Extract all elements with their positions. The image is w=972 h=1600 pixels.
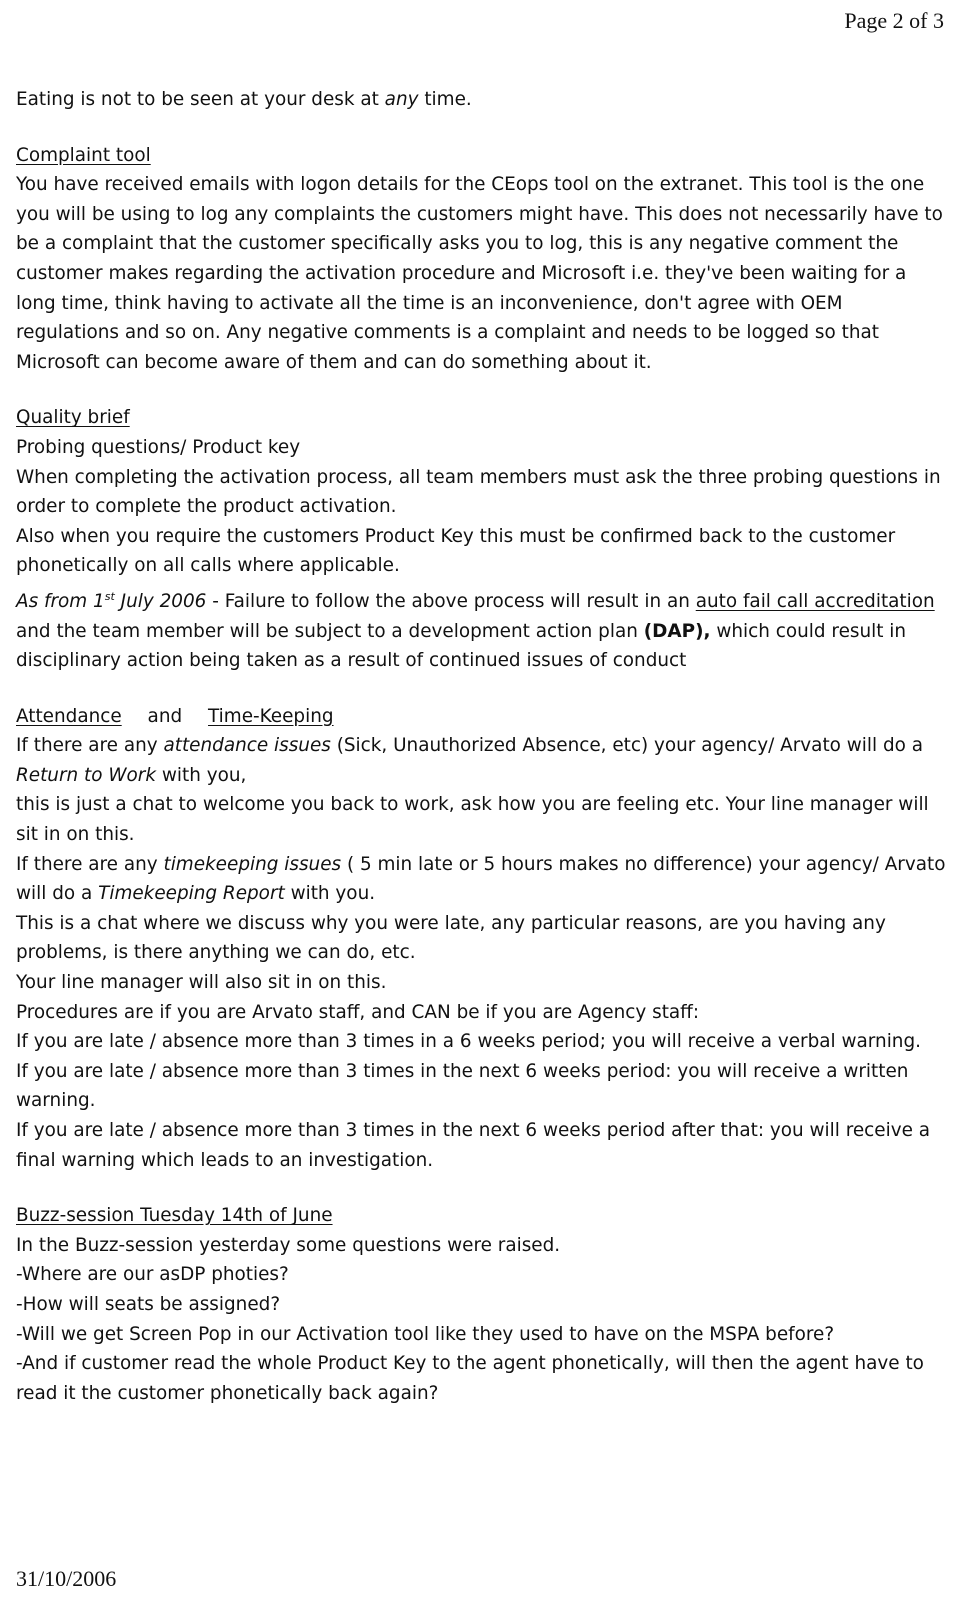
- verbal-warning-rule: If you are late / absence more than 3 times in a 6 weeks period; you will receive a verbal warning.: [16, 1031, 921, 1053]
- timekeeping-chat: This is a chat where we discuss why you were late, any particular reasons, are you having any problems, is there anything we can do, etc.: [16, 912, 886, 964]
- complaint-heading: Complaint tool: [16, 144, 151, 166]
- line-manager-note: Your line manager will also sit in on this.: [16, 972, 387, 994]
- quality-paragraph-2: Also when you require the customers Product Key this must be confirmed back to the customer phonetically on all calls where applicable.: [16, 525, 896, 577]
- written-warning-rule: If you are late / absence more than 3 times in the next 6 weeks period: you will receive a written warning.: [16, 1060, 909, 1112]
- attendance-heading: Attendance and Time-Keeping: [16, 705, 334, 727]
- auto-fail-link: auto fail call accreditation: [695, 590, 935, 612]
- buzz-heading: Buzz-session Tuesday 14th of June: [16, 1205, 333, 1227]
- complaint-body: You have received emails with logon details for the CEops tool on the extranet. This tool is the one you will be using to log any complaints the customers might have. This does not necessarily have to be a complaint that the customer specifically asks you to log, this is any negative comment the customer makes regarding the activation procedure and Microsoft i.e. they've been waiting for a long time, think having to activate all the time is an inconvenience, don't agree with OEM regulations and so on. Any negative comments is a complaint and needs to be logged so that Microsoft can become aware of them and can do something about it.: [16, 174, 943, 373]
- eating-rule: Eating is not to be seen at your desk at any time.: [16, 89, 472, 110]
- page-number: Page 2 of 3: [844, 8, 944, 33]
- timekeeping-issues: If there are any timekeeping issues ( 5 min late or 5 hours makes no difference) your agency/ Arvato will do a Timekeeping Report with you.: [16, 853, 946, 905]
- attendance-chat: this is just a chat to welcome you back to work, ask how you are feeling etc. Your line manager will sit in on this.: [16, 794, 929, 846]
- quality-paragraph-1: When completing the activation process, all team members must ask the three probing questions in order to complete the product activation.: [16, 466, 941, 518]
- quality-subheading: Probing questions/ Product key: [16, 436, 301, 458]
- buzz-question: -Will we get Screen Pop in our Activation tool like they used to have on the MSPA before?: [16, 1323, 835, 1345]
- final-warning-rule: If you are late / absence more than 3 times in the next 6 weeks period after that: you will receive a final warning which leads to an investigation.: [16, 1120, 931, 1171]
- procedures-note: Procedures are if you are Arvato staff, and CAN be if you are Agency staff:: [16, 1001, 700, 1023]
- footer-date: 31/10/2006: [16, 1566, 117, 1591]
- buzz-question: -How will seats be assigned?: [16, 1293, 281, 1315]
- attendance-issues: If there are any attendance issues (Sick, Unauthorized Absence, etc) your agency/ Arvato will do a Return to Work with you,: [16, 735, 924, 786]
- document-body: [16, 85, 951, 1408]
- quality-heading: Quality brief: [16, 407, 130, 429]
- quality-notice: As from 1st July 2006 - Failure to follow the above process will result in an auto fail call accreditation and the team member will be subject to a development action plan (DAP), which could result in disciplinary action being taken as a result of continued issues of conduct: [16, 589, 935, 672]
- buzz-intro: In the Buzz-session yesterday some questions were raised.: [16, 1234, 561, 1256]
- buzz-question: -And if customer read the whole Product Key to the agent phonetically, will then the agent have to read it the customer phonetically back again?: [16, 1353, 924, 1404]
- buzz-question: -Where are our asDP photies?: [16, 1264, 289, 1286]
